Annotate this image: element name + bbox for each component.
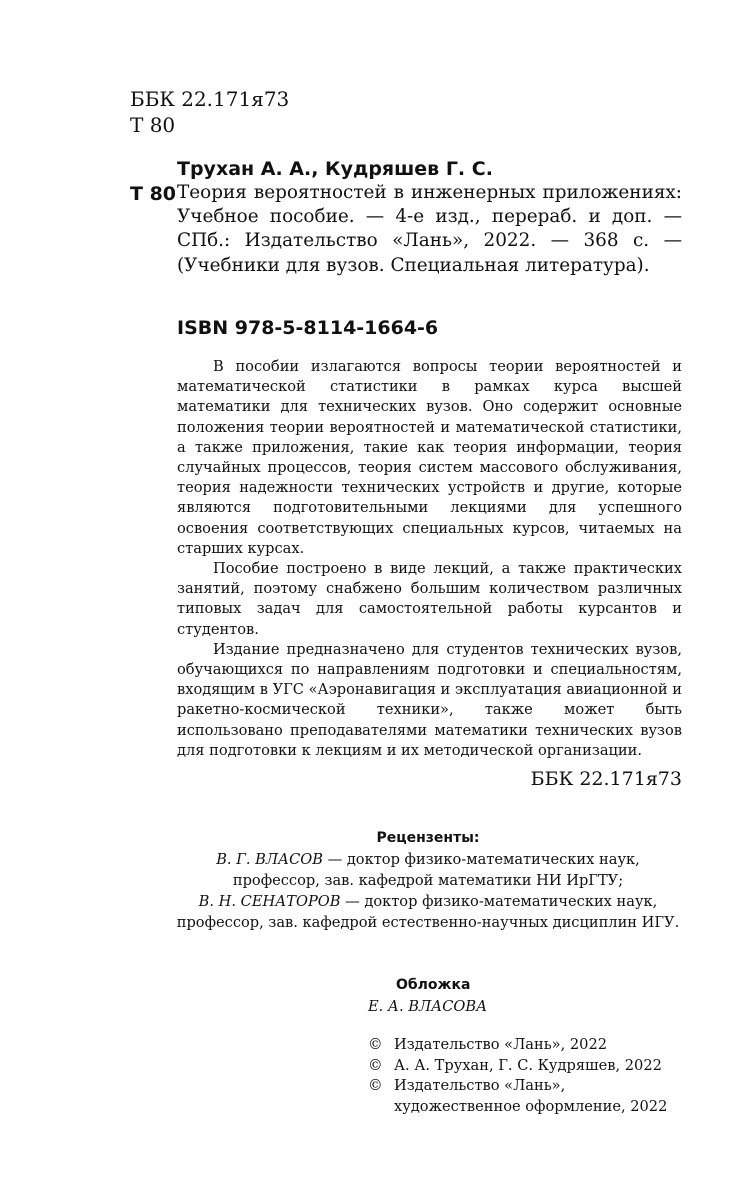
copyright-line xyxy=(368,1035,667,1056)
bibliographic-description: Теория вероятностей в инженерных приложениях: Учебное пособие. — 4-е изд., перераб. и доп. — СПб.: Издательство «Лань», 2022. — 368 с. — (Учебники для вузов. Специальная литература). xyxy=(177,182,682,276)
copyright-text xyxy=(394,1076,667,1117)
reviewer-2-name: В. Н. СЕНАТОРОВ xyxy=(198,893,341,910)
bbk-code: ББК 22.171я73 xyxy=(130,87,290,111)
author-sign: Т 80 xyxy=(130,113,176,137)
copyright-icon: © xyxy=(368,1036,383,1053)
reviewer-1-position: профессор, зав. кафедрой математики НИ ИрГТУ; xyxy=(232,872,624,889)
reviewer-2 xyxy=(170,891,686,912)
annotation-paragraph: Пособие построено в виде лекций, а также практических занятий, поэтому снабжено большим количеством различных типовых задач для самостоятельной работы курсантов и студентов. xyxy=(177,560,682,638)
copyright-text: Издательство «Лань», 2022 xyxy=(394,1036,608,1053)
cover-designer: Е. А. ВЛАСОВА xyxy=(368,998,488,1015)
authors: Трухан А. А., Кудряшев Г. С. xyxy=(177,158,493,180)
annotation-paragraph: В пособии излагаются вопросы теории вероятностей и математической статистики в рамках курса высшей математики для технических вузов. Оно содержит основные положения теории вероятностей и математической статистики, а также приложения, такие как теория информации, теория случайных процессов, теория систем массового обслуживания, теория надежности технических устройств и другие, которые являются подготовительными лекциями для успешного освоения соответствующих специальных курсов, читаемых на старших курсах. xyxy=(177,358,682,557)
reviewer-2-title: — доктор физико-математических наук, xyxy=(340,893,658,910)
reviewers-heading: Рецензенты: xyxy=(376,830,480,846)
copyright-icon: © xyxy=(368,1077,383,1094)
cover-credit xyxy=(368,975,487,1017)
isbn: ISBN 978-5-8114-1664-6 xyxy=(177,317,439,339)
copyright-line xyxy=(368,1056,667,1077)
copyright-text-a: Издательство «Лань», xyxy=(394,1077,566,1094)
copyright-line xyxy=(368,1076,667,1117)
bbk-code-bottom: ББК 22.171я73 xyxy=(530,768,682,790)
copyright-text-b: художественное оформление, 2022 xyxy=(394,1097,668,1115)
reviewer-1-title: — доктор физико-математических наук, xyxy=(322,851,640,868)
copyright-icon: © xyxy=(368,1056,383,1074)
annotation-paragraph: Издание предназначено для студентов технических вузов, обучающихся по направлениям подготовки и специальностям, входящим в УГС «Аэронавигация и эксплуатация авиационной и ракетно-космической техники», также может быть использовано преподавателями математики технических вузов для подготовки к лекциям и их методической организации. xyxy=(177,640,682,759)
reviewer-1 xyxy=(170,849,686,870)
annotation xyxy=(177,357,682,761)
bbk-header xyxy=(130,86,289,138)
copyright-block xyxy=(368,1035,667,1117)
reviewer-2-position: профессор, зав. кафедрой естественно-научных дисциплин ИГУ. xyxy=(176,914,680,931)
reviewers-block xyxy=(170,828,686,933)
author-sign-margin: Т 80 xyxy=(130,183,177,205)
cover-heading: Обложка xyxy=(396,977,471,993)
reviewer-1-name: В. Г. ВЛАСОВ xyxy=(216,851,323,868)
copyright-text: А. А. Трухан, Г. С. Кудряшев, 2022 xyxy=(394,1056,662,1074)
